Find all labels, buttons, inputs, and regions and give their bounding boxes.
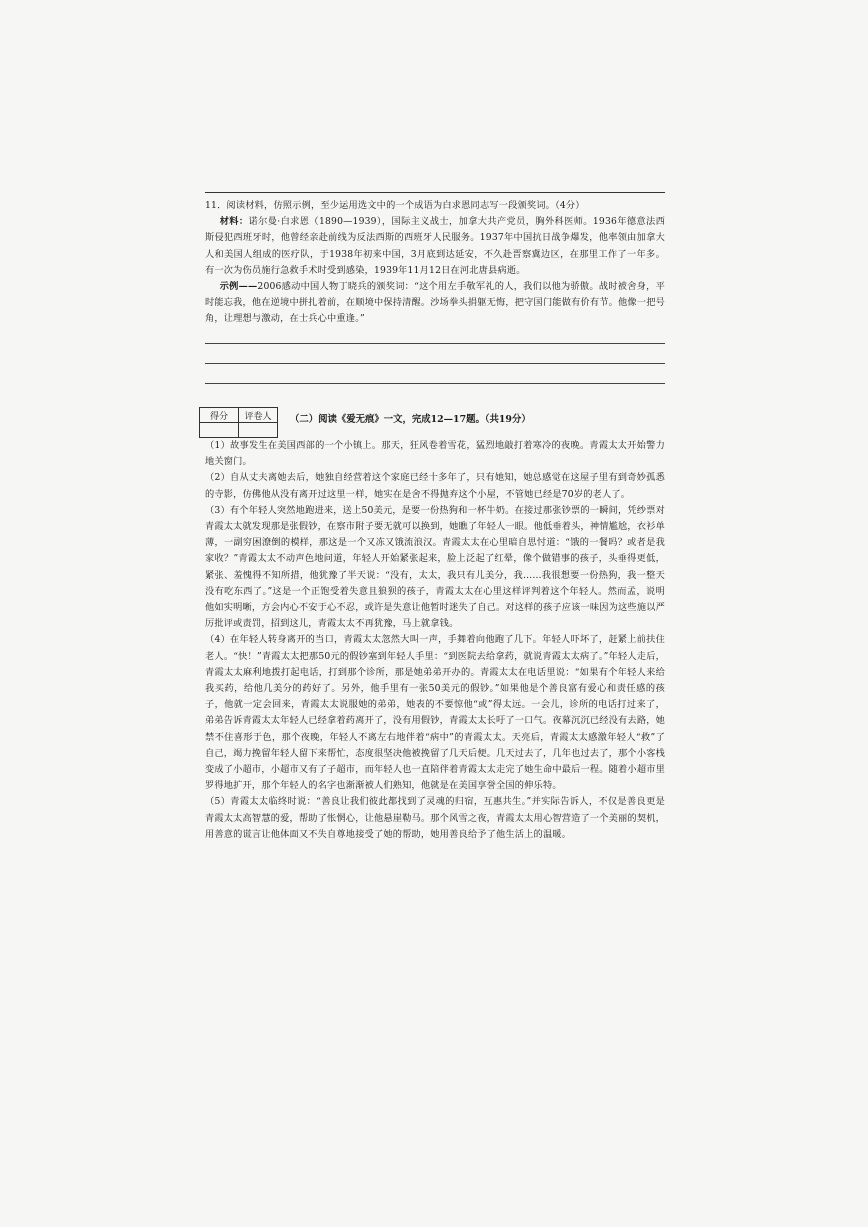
top-divider <box>205 192 665 193</box>
example-label: 示例—— <box>219 281 258 293</box>
reading-passage <box>205 438 665 843</box>
grader-cell[interactable] <box>239 423 278 438</box>
passage-paragraph: （2）自从丈夫离她去后，她独自经营着这个家庭已经十多年了，只有她知，她总感觉在这屋子里有到奇妙孤悉的寺影，仿佛他从没有离开过这里一样，她实在是舍不得抛弃这个小屋，不管她已经是70岁的老人了。 <box>205 472 665 500</box>
passage-paragraph: （1）故事发生在美国西部的一个小镇上。那天，狂风卷着雪花，猛烈地敲打着寒冷的夜晚。青霞太太开始警力地关窗门。 <box>205 440 665 468</box>
section-title: （二）阅读《爱无痕》一文，完成12—17题。（共19分） <box>290 414 531 425</box>
passage-paragraph: （3）有个年轻人突然地跑进来，送上50美元，是要一份热狗和一杯牛奶。在接过那张钞票的一瞬间，凭纱票对青霞太太就发现那是张假钞，在察市附子要无就可以换到，她瞧了年轻人一眼。他低垂着头，神情尴尬，衣衫单薄，一副穷困潦倒的模样，那这是一个又冻又饿流浪汉。青霞太太在心里暗自思忖道：“饿的一餐吗？或者是我家收？”青霞太太不动声色地问道，年轻人开始紧张起来，脸上泛起了红晕，像个做错事的孩子，头垂得更低，紧张、羞愧得不知所措，他犹豫了半天说：“没有，太太，我只有儿美分，我……我很想要一份热狗，我一整天没有吃东西了。”这是一个正饱受着失意且狼狈的孩子，青霞太太在心里这样评判着这个年轻人。然而孟，说明他如实明晰，方会内心不安于心不忍，或许是失意让他暂时迷失了自己。对这样的孩子应该一味因为这些施以严厉批评或责罚，招到这儿，青霞太太不再犹豫，马上就拿钱。 <box>205 504 665 630</box>
answer-line[interactable] <box>205 383 665 384</box>
example-text: 2006感动中国人物丁晓兵的颁奖词：“这个用左手敬军礼的人，我们以他为骄傲。战时被舍身，平时能忘我，他在逆境中拼扎着前，在顺境中保持清醒。沙场拳头捐躯无悔，把守国门能做有价有节。他像一把号角，让理想与激动，在士兵心中重逢。” <box>205 281 665 325</box>
answer-line[interactable] <box>205 363 665 364</box>
passage-paragraph: （4）在年轻人转身离开的当口，青霞太太忽然大叫一声，手舞着向他跑了几下。年轻人吓坏了，赶紧上前扶住老人。“快！”青霞太太把那50元的假钞塞到年轻人手里：“到医院去给拿药，就说青霞太太病了。”年轻人走后，青霞太太麻利地拨打起电话，打到那个诊所，那是她弟弟开办的。青霞太太在电话里说：“如果有个年轻人来给我买药，给他几美分的药好了。另外，他手里有一张50美元的假钞。”如果他是个善良富有爱心和责任感的孩子，他就一定会回来，青霞太太说服她的弟弟，她表的不要惊他“或”得太远。一会儿，诊所的电话打过来了，弟弟告诉青霞太太年轻人已经拿着药离开了，没有用假钞，青霞太太长吁了一口气。夜幕沉沉已经没有去路，她禁不住喜形于色，那个夜晚，年轻人不离左右地伴着“病中”的青霞太太。天亮后，青霞太太感激年轻人“救”了自己，竭力挽留年轻人留下来帮忙，态度很坚决他被挽留了几天后便。几天过去了，几年也过去了，那个小客栈变成了小超市，小超市又有了子超市，而年轻人也一直陪伴着青霞太太走完了她生命中最后一程。随着小超市里罗得地扩开，那个年轻人的名字也渐渐被人们熟知，他就是在美国享誉全国的伸乐特。 <box>205 634 665 792</box>
passage-paragraph: （5）青霞太太临终时说：“善良让我们彼此都找到了灵魂的归宿，互惠共生。”并实际告诉人，不仅是善良更是青霞太太高智慧的爱，帮助了怅惘心，让他悬崖勒马。那个风雪之夜，青霞太太用心智营造了一个美丽的契机，用善意的谎言让他体面又不失自尊地接受了她的帮助，她用善良给予了他生活上的温暖。 <box>205 796 665 840</box>
material-paragraph <box>205 214 665 279</box>
score-label: 得分 <box>200 408 239 423</box>
score-cell[interactable] <box>200 423 239 438</box>
material-text: 诺尔曼·白求恩（1890—1939），国际主义战士，加拿大共产党员，胸外科医师。1936年德意法西斯侵犯西班牙时，他曾经亲赴前线为反法西斯的西班牙人民服务。1937年中国抗日战争爆发，他率领由加拿大人和美国人组成的医疗队，于1938年初来中国，3月底到达延安，不久赴晋察冀边区，在那里工作了一年多。有一次为伤员施行急救手术时受到感染，1939年11月12日在河北唐县病逝。 <box>205 216 665 276</box>
grader-label: 评卷人 <box>239 408 278 423</box>
question-11 <box>205 198 665 328</box>
material-label: 材料： <box>219 216 249 228</box>
score-table <box>199 407 278 438</box>
question-11-prompt: 11．阅读材料，仿照示例，至少运用选文中的一个成语为白求恩同志写一段颁奖词。（4分） <box>205 200 585 211</box>
example-paragraph <box>205 279 665 328</box>
answer-line[interactable] <box>205 343 665 344</box>
